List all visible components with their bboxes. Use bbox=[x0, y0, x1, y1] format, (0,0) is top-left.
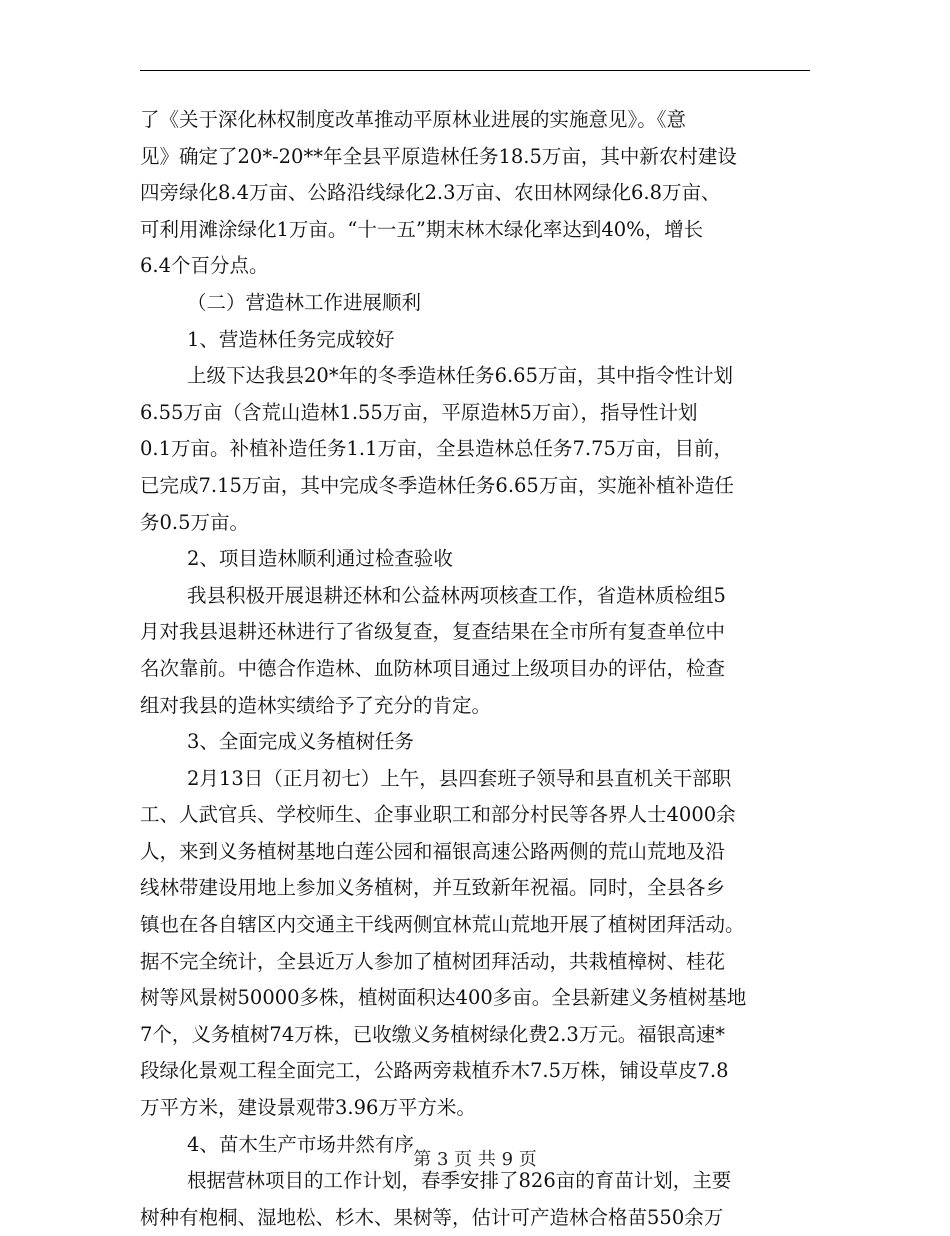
text-line: 7个，义务植树74万株，已收缴义务植树绿化费2.3万元。福银高速* bbox=[140, 1022, 725, 1046]
text-line: 镇也在各自辖区内交通主干线两侧宜林荒山荒地开展了植树团拜活动。 bbox=[140, 913, 745, 937]
text-line: 据不完全统计，全县近万人参加了植树团拜活动，共栽植樟树、桂花 bbox=[140, 949, 726, 973]
text-line: 四旁绿化8.4万亩、公路沿线绿化2.3万亩、农田林网绿化6.8万亩、 bbox=[140, 181, 721, 205]
text-line: 可利用滩涂绿化1万亩。“十一五”期末林木绿化率达到40%，增长 bbox=[140, 217, 704, 241]
text-line: 万平方米，建设景观带3.96万平方米。 bbox=[140, 1096, 476, 1120]
page-footer: 第 3 页 共 9 页 bbox=[413, 1149, 537, 1170]
text-line: 6.4个百分点。 bbox=[140, 254, 269, 278]
text-line: 2月13日（正月初七）上午，县四套班子领导和县直机关干部职 bbox=[187, 766, 732, 790]
text-line: 人，来到义务植树基地白莲公园和福银高速公路两侧的荒山荒地及沿 bbox=[140, 839, 726, 863]
text-line: 组对我县的造林实绩给予了充分的肯定。 bbox=[140, 693, 492, 717]
header-rule bbox=[140, 70, 810, 71]
text-line: 树种有枹桐、湿地松、杉木、果树等，估计可产造林合格苗550余万 bbox=[140, 1205, 724, 1229]
body-text bbox=[140, 102, 812, 1236]
text-line: 务0.5万亩。 bbox=[140, 510, 250, 534]
text-line: 线林带建设用地上参加义务植树，并互致新年祝福。同时，全县各乡 bbox=[140, 876, 726, 900]
text-line: 我县积极开展退耕还林和公益林两项核查工作，省造林质检组5 bbox=[187, 583, 726, 607]
text-line: 工、人武官兵、学校师生、企事业职工和部分村民等各界人士4000余 bbox=[140, 803, 736, 827]
subsection-heading: 1、营造林任务完成较好 bbox=[187, 327, 395, 351]
text-line: 6.55万亩（含荒山造林1.55万亩，平原造林5万亩），指导性计划 bbox=[140, 400, 698, 424]
text-line: 树等风景树50000多株，植树面积达400多亩。全县新建义务植树基地 bbox=[140, 986, 747, 1010]
text-line: 了《关于深化林权制度改革推动平原林业进展的实施意见》。《意 bbox=[140, 108, 687, 131]
text-line: 已完成7.15万亩，其中完成冬季造林任务6.65万亩，实施补植补造任 bbox=[140, 473, 734, 497]
text-line: 名次靠前。中德合作造林、血防林项目通过上级项目办的评估，检查 bbox=[140, 656, 726, 680]
text-line: 0.1万亩。补植补造任务1.1万亩，全县造林总任务7.75万亩，目前， bbox=[140, 437, 733, 461]
text-line: 上级下达我县20*年的冬季造林任务6.65万亩，其中指令性计划 bbox=[187, 364, 733, 388]
subsection-heading: 2、项目造林顺利通过检查验收 bbox=[187, 547, 453, 571]
text-line: 根据营林项目的工作计划，春季安排了826亩的育苗计划，主要 bbox=[187, 1169, 732, 1193]
subsection-heading: 3、全面完成义务植树任务 bbox=[187, 730, 414, 754]
section-heading: （二）营造林工作进展顺利 bbox=[187, 290, 422, 314]
text-line: 月对我县退耕还林进行了省级复查，复查结果在全市所有复查单位中 bbox=[140, 620, 726, 644]
text-line: 见》确定了20*-20**年全县平原造林任务18.5万亩，其中新农村建设 bbox=[140, 144, 737, 168]
text-line: 段绿化景观工程全面完工，公路两旁栽植乔木7.5万株，铺设草皮7.8 bbox=[140, 1059, 729, 1083]
subsection-heading: 4、苗木生产市场井然有序 bbox=[187, 1132, 414, 1156]
